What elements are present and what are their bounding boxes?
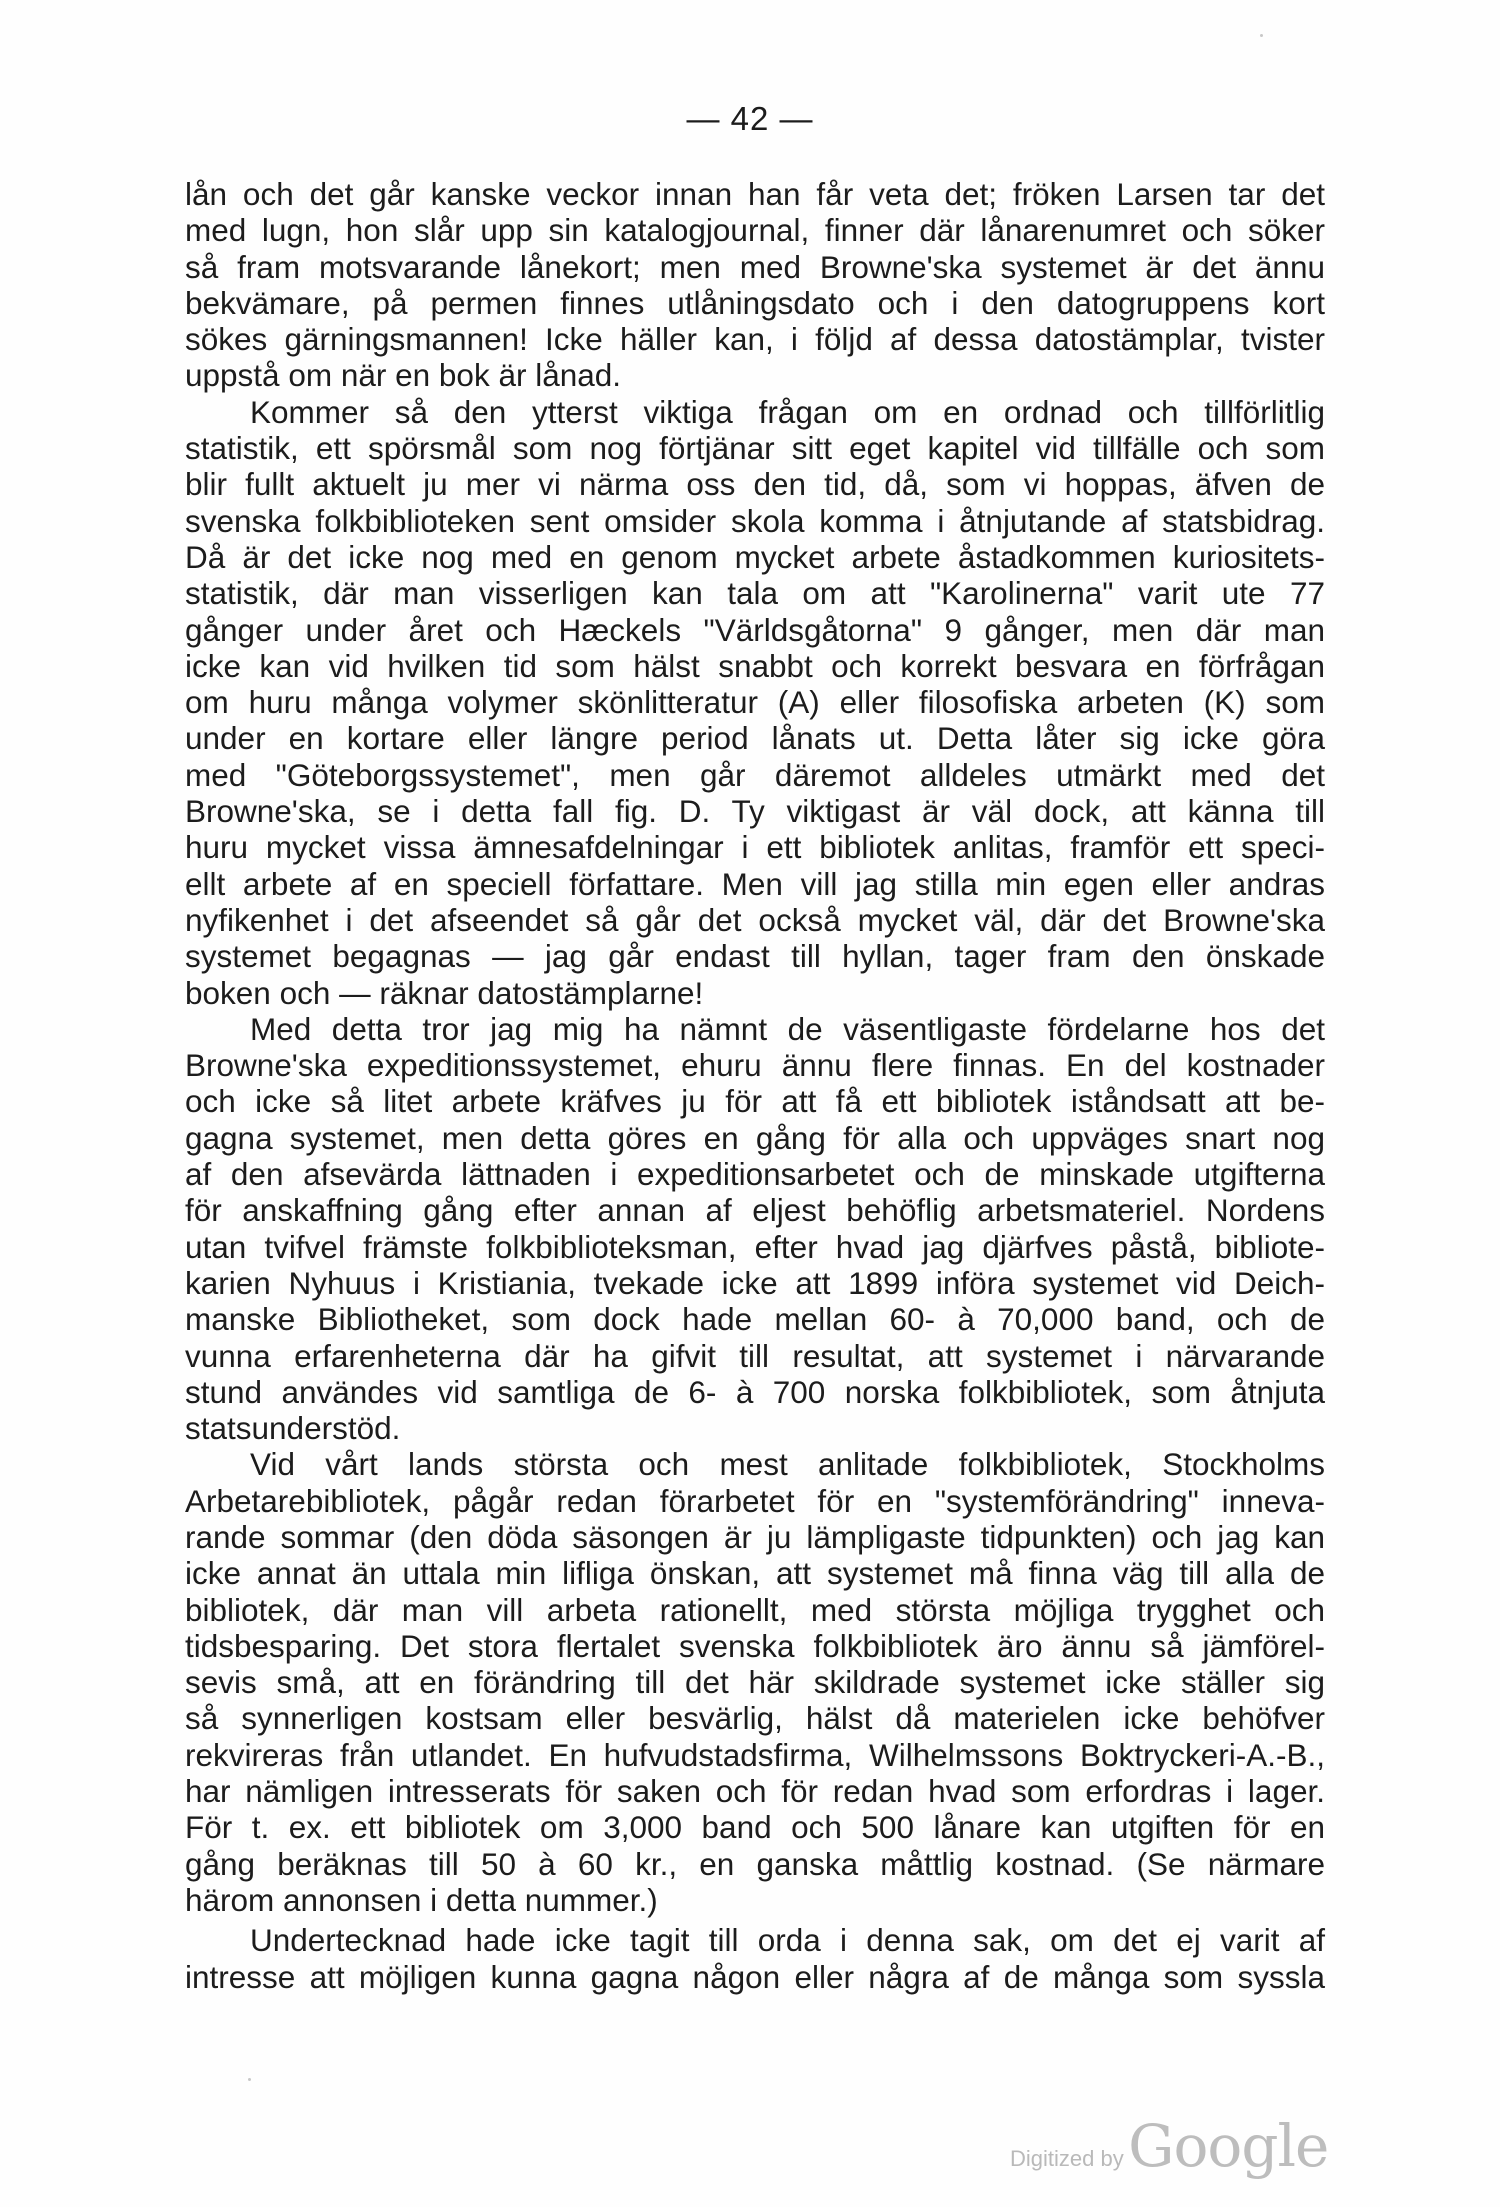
text-line: rande sommar (den döda säsongen är ju lämpligaste tidpunkten) och jag kan	[185, 1518, 1325, 1555]
text-line: och icke så litet arbete kräfves ju för att få ett bibliotek iståndsatt att be-	[185, 1083, 1325, 1120]
text-line: karien Nyhuus i Kristiania, tvekade icke att 1899 införa systemet vid Deich-	[185, 1264, 1325, 1301]
text-line: lån och det går kanske veckor innan han får veta det; fröken Larsen tar det	[185, 176, 1325, 212]
text-line: statsunderstöd.	[185, 1410, 401, 1447]
paragraph-start-line: Vid vårt lands största och mest anlitade folkbibliotek, Stockholms	[250, 1446, 1325, 1483]
text-line: under en kortare eller längre period lånats ut. Detta låter sig icke göra	[185, 720, 1325, 757]
digitized-by-google-watermark	[1010, 2112, 1328, 2180]
text-line: statistik, ett spörsmål som nog förtjänar sitt eget kapitel vid tillfälle och som	[185, 430, 1325, 467]
paragraph-start-line: Kommer så den ytterst viktiga frågan om en ordnad och tillförlitlig	[250, 393, 1325, 430]
text-line: manske Bibliotheket, som dock hade mellan 60- à 70,000 band, och de	[185, 1301, 1325, 1338]
text-line: gång beräknas till 50 à 60 kr., en ganska måttlig kostnad. (Se närmare	[185, 1845, 1325, 1882]
text-line: så fram motsvarande lånekort; men med Browne'ska systemet är det ännu	[185, 248, 1325, 285]
text-line: bekvämare, på permen finnes utlåningsdato och i den datogruppens kort	[185, 284, 1325, 321]
text-line: För t. ex. ett bibliotek om 3,000 band och 500 lånare kan utgiften för en	[185, 1809, 1325, 1846]
text-line: härom annonsen i detta nummer.)	[185, 1881, 658, 1918]
text-line: ellt arbete af en speciell författare. Men vill jag stilla min egen eller andras	[185, 865, 1325, 902]
text-line: intresse att möjligen kunna gagna någon eller några af de många som syssla	[185, 1958, 1325, 1995]
text-line: med lugn, hon slår upp sin katalogjournal, finner där lånarenumret och söker	[185, 212, 1325, 249]
text-line: icke kan vid hvilken tid som hälst snabbt och korrekt besvara en förfrågan	[185, 647, 1325, 684]
text-line: har nämligen intresserats för saken och för redan hvad som erfordras i lager.	[185, 1773, 1325, 1810]
text-line: gagna systemet, men detta göres en gång för alla och uppväges snart nog	[185, 1119, 1325, 1156]
watermark-prefix: Digitized by	[1010, 2146, 1124, 2171]
text-line: boken och — räknar datostämplarne!	[185, 974, 704, 1011]
scan-speck	[1260, 34, 1263, 37]
paragraph-start-line: Med detta tror jag mig ha nämnt de väsentligaste fördelarne hos det	[250, 1010, 1325, 1047]
text-line: utan tvifvel främste folkbiblioteksman, efter hvad jag djärfves påstå, bibliote-	[185, 1228, 1325, 1265]
google-logo: Google	[1128, 2112, 1329, 2180]
text-line: icke annat än uttala min lifliga önskan, att systemet må finna väg till alla de	[185, 1555, 1325, 1592]
text-line: för anskaffning gång efter annan af eljest behöflig arbetsmateriel. Nordens	[185, 1192, 1325, 1229]
paragraph-start-line: Undertecknad hade icke tagit till orda i denna sak, om det ej varit af	[250, 1922, 1325, 1959]
text-line: sevis små, att en förändring till det här skildrade systemet icke ställer sig	[185, 1664, 1325, 1701]
text-line: Browne'ska expeditionssystemet, ehuru ännu flere finnas. En del kostnader	[185, 1047, 1325, 1084]
text-line: nyfikenhet i det afseendet så går det också mycket väl, där det Browne'ska	[185, 901, 1325, 938]
text-line: stund användes vid samtliga de 6- à 700 norska folkbibliotek, som åtnjuta	[185, 1373, 1325, 1410]
text-line: Arbetarebibliotek, pågår redan förarbetet för en "systemförändring" inneva-	[185, 1482, 1325, 1519]
text-line: Browne'ska, se i detta fall fig. D. Ty viktigast är väl dock, att känna till	[185, 793, 1325, 830]
scan-speck	[248, 2078, 251, 2081]
text-line: med "Göteborgssystemet", men går däremot alldeles utmärkt med det	[185, 756, 1325, 793]
text-line: uppstå om när en bok är lånad.	[185, 357, 622, 394]
text-line: blir fullt aktuelt ju mer vi närma oss den tid, då, som vi hoppas, äfven de	[185, 466, 1325, 503]
text-line: huru mycket vissa ämnesafdelningar i ett bibliotek anlitas, framför ett speci-	[185, 829, 1325, 866]
text-line: så synnerligen kostsam eller besvärlig, hälst då materielen icke behöfver	[185, 1700, 1325, 1737]
text-line: rekvireras från utlandet. En hufvudstadsfirma, Wilhelmssons Boktryckeri-A.-B.,	[185, 1736, 1325, 1773]
body-text	[185, 176, 1325, 1995]
page-number: — 42 —	[686, 100, 814, 137]
text-line: Då är det icke nog med en genom mycket arbete åstadkommen kuriositets-	[185, 538, 1325, 575]
text-line: vunna erfarenheterna där ha gifvit till resultat, att systemet i närvarande	[185, 1337, 1325, 1374]
text-line: systemet begagnas — jag går endast till hyllan, tager fram den önskade	[185, 938, 1325, 975]
text-line: om huru många volymer skönlitteratur (A) eller filosofiska arbeten (K) som	[185, 684, 1325, 721]
text-line: gånger under året och Hæckels "Världsgåtorna" 9 gånger, men där man	[185, 611, 1325, 648]
text-line: af den afsevärda lättnaden i expeditionsarbetet och de minskade utgifterna	[185, 1156, 1325, 1193]
text-line: tidsbesparing. Det stora flertalet svenska folkbibliotek äro ännu så jämförel-	[185, 1627, 1325, 1664]
text-line: statistik, där man visserligen kan tala om att "Karolinerna" varit ute 77	[185, 575, 1325, 612]
text-line: sökes gärningsmannen! Icke häller kan, i följd af dessa datostämplar, tvister	[185, 321, 1325, 358]
text-line: bibliotek, där man vill arbeta rationellt, med största möjliga trygghet och	[185, 1591, 1325, 1628]
text-line: svenska folkbiblioteken sent omsider skola komma i åtnjutande af statsbidrag.	[185, 502, 1325, 539]
